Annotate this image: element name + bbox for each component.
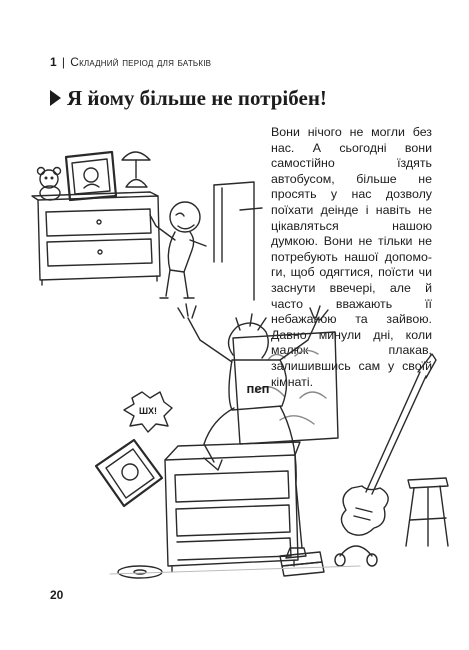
sound-effect-text: ШХ! bbox=[138, 406, 158, 416]
section-title: Я йому більше не потрібен! bbox=[67, 86, 327, 110]
falling-frame-icon bbox=[96, 440, 162, 506]
header-separator: | bbox=[61, 55, 66, 69]
bed-frame bbox=[214, 182, 262, 300]
chapter-number: 1 bbox=[50, 55, 57, 69]
child-dresser-drawing bbox=[32, 152, 262, 300]
headphones-icon bbox=[335, 546, 377, 566]
stool bbox=[406, 478, 448, 546]
books-icon bbox=[280, 552, 324, 576]
shirt-text: пеп bbox=[246, 381, 270, 396]
guitar-icon bbox=[341, 354, 436, 535]
record-icon bbox=[118, 566, 162, 578]
body-paragraph: Вони нічого не могли без нас. А сьогодні вони самостійно їздять автобусом, більше не просять у нас дозволу поїхати деінде і навіть не цікавляться нашою думкою. Вони не тільки не потребують нашої допомоги, щоб одягтися, поїсти чи заснути ввечері, але й часто вважають її небажаною та зайвою. Давно минули дні, коли малюк плакав, залишившись сам у своїй кімнаті. bbox=[271, 125, 432, 389]
dresser-small bbox=[32, 192, 160, 285]
chapter-title: Складний період для батьків bbox=[70, 55, 212, 69]
lamp-icon bbox=[122, 152, 150, 187]
page-number: 20 bbox=[50, 588, 64, 602]
teen-figure bbox=[178, 304, 328, 558]
teen-drawing bbox=[96, 304, 448, 578]
dresser-large bbox=[165, 442, 300, 572]
